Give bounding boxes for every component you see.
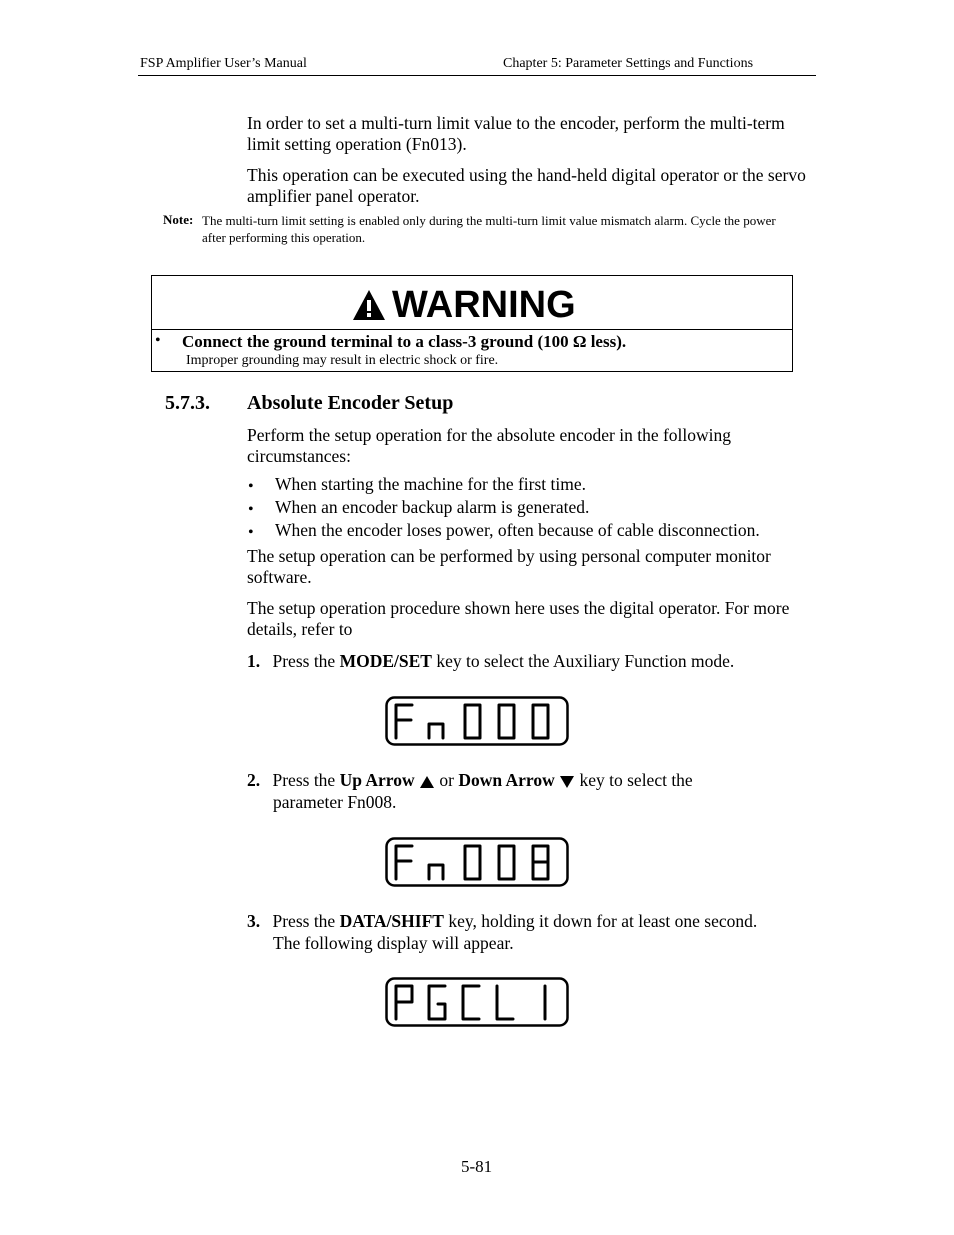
- led-display-fn008: [385, 837, 569, 887]
- step-key-label: MODE/SET: [339, 651, 432, 671]
- step-text: Press the: [272, 770, 340, 790]
- section-number: 5.7.3.: [165, 392, 210, 414]
- page-number: 5-81: [461, 1157, 493, 1176]
- step-3: [247, 911, 817, 932]
- intro-paragraph-2: This operation can be executed using the hand-held digital operator or the servo amplifier panel operator.: [247, 165, 806, 206]
- header-chapter-title: Chapter 5: Parameter Settings and Functions: [503, 56, 754, 71]
- procedure-paragraph: The setup operation procedure shown here uses the digital operator. For more details, refer to: [247, 598, 790, 639]
- step-number: 1.: [247, 651, 261, 671]
- warning-bullet: •: [155, 332, 161, 349]
- step-key-label: Down Arrow: [458, 770, 555, 790]
- led-display-pgcl1: [385, 977, 569, 1027]
- step-text: key to select the: [579, 770, 693, 790]
- led-display-fn000: [385, 696, 569, 746]
- warning-consequence: Improper grounding may result in electric shock or fire.: [186, 353, 499, 368]
- step-3-continued: The following display will appear.: [273, 933, 514, 953]
- step-text: or: [439, 770, 459, 790]
- intro-paragraph-1: In order to set a multi-turn limit value to the encoder, perform the multi-term limit setting operation (Fn013).: [247, 113, 785, 154]
- bullet-marker: •: [248, 524, 254, 541]
- step-key-label: Up Arrow: [339, 770, 415, 790]
- header-rule: [138, 75, 816, 76]
- list-item: When the encoder loses power, often because of cable disconnection.: [275, 520, 760, 540]
- warning-triangle-icon: [352, 289, 386, 321]
- step-text: key, holding it down for at least one second.: [443, 911, 758, 931]
- step-1: [247, 651, 734, 672]
- bullet-marker: •: [248, 501, 254, 518]
- header-manual-title: FSP Amplifier User’s Manual: [140, 56, 307, 71]
- warning-title: [352, 284, 576, 326]
- step-text: Press the: [272, 911, 340, 931]
- up-arrow-icon: [419, 775, 435, 789]
- bullet-marker: •: [248, 478, 254, 495]
- section-title: Absolute Encoder Setup: [247, 392, 454, 414]
- list-item: When an encoder backup alarm is generated.: [275, 497, 590, 517]
- note-text: The multi-turn limit setting is enabled only during the multi-turn limit value mismatch alarm. Cycle the power after performing this operation.: [202, 213, 776, 245]
- step-2: [247, 770, 807, 791]
- step-number: 3.: [247, 911, 261, 931]
- down-arrow-icon: [559, 775, 575, 789]
- step-2-continued: parameter Fn008.: [273, 792, 397, 812]
- note-label: Note:: [163, 212, 194, 227]
- warning-divider: [152, 329, 792, 330]
- software-paragraph: The setup operation can be performed by using personal computer monitor software.: [247, 546, 771, 587]
- step-text: Press the: [272, 651, 340, 671]
- section-intro: Perform the setup operation for the absolute encoder in the following circumstances:: [247, 425, 732, 466]
- warning-title-text: WARNING: [392, 284, 576, 326]
- warning-statement: Connect the ground terminal to a class-3 ground (100 Ω less).: [182, 332, 627, 351]
- list-item: When starting the machine for the first time.: [275, 474, 587, 494]
- step-key-label: DATA/SHIFT: [339, 911, 444, 931]
- step-text: key to select the Auxiliary Function mode.: [431, 651, 735, 671]
- step-number: 2.: [247, 770, 261, 790]
